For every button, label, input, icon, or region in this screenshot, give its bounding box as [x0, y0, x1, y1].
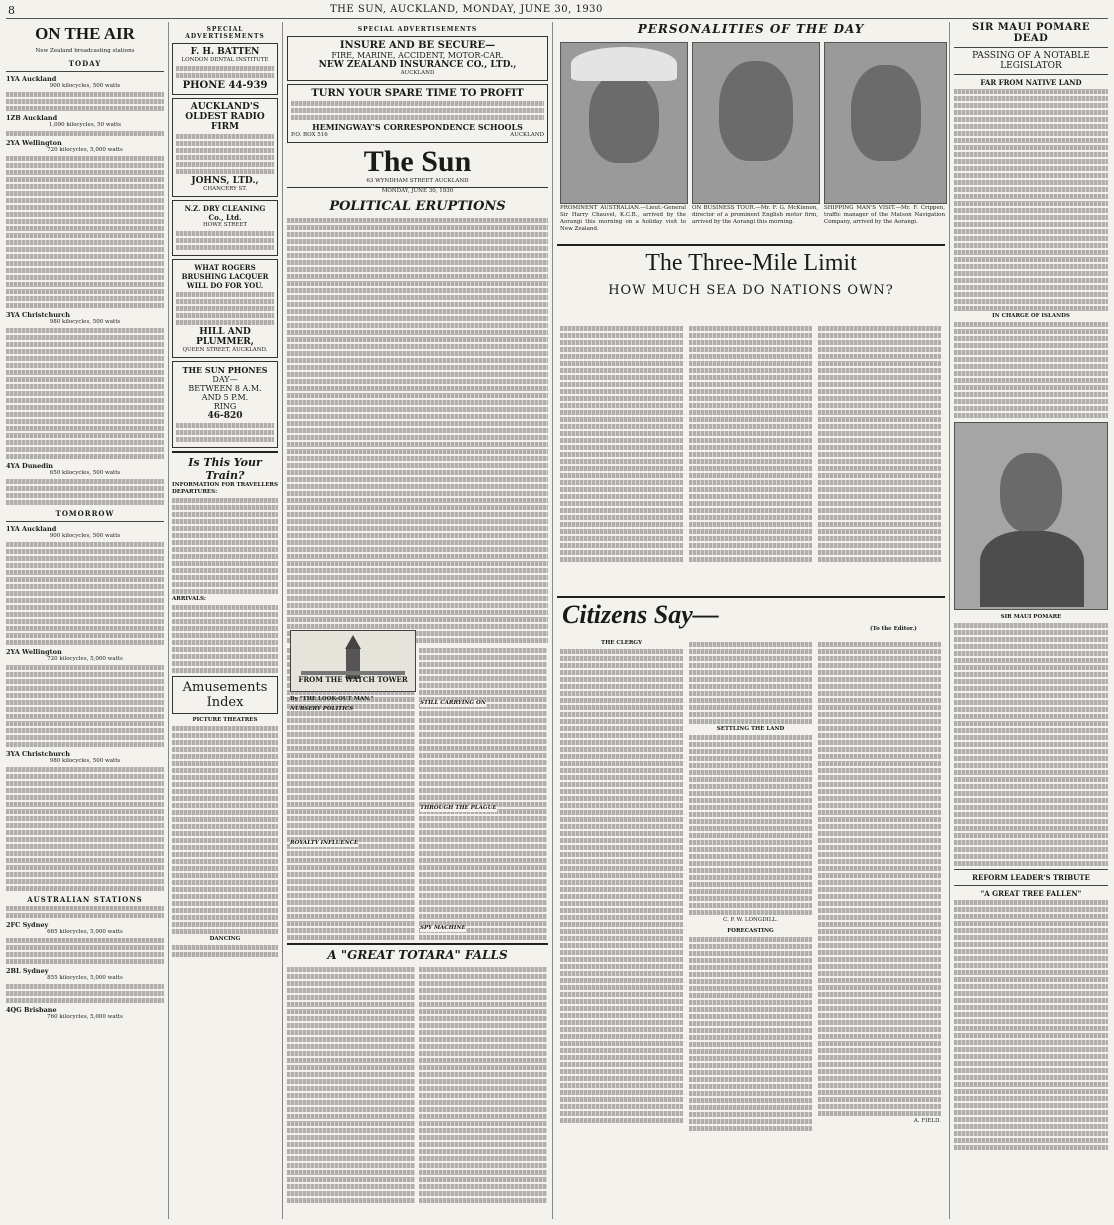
station-block — [6, 75, 164, 111]
caption-crippen: SHIPPING MAN'S VISIT.—Mr. F. Crippen, traffic manager of the Matson Navigation Company, arrived by the Aorangi. — [824, 205, 945, 225]
text-block — [419, 965, 547, 1205]
departures-label: DEPARTURES: — [172, 489, 218, 495]
train-sub: INFORMATION FOR TRAVELLERS — [172, 482, 278, 488]
text-block — [6, 328, 164, 459]
station-name: 1YA Auckland — [6, 525, 57, 533]
spare-time-ad — [287, 84, 548, 143]
rule — [954, 885, 1108, 886]
text-block — [954, 322, 1108, 418]
station-block — [6, 139, 164, 308]
station-name: 3YA Christchurch — [6, 750, 71, 758]
ad-line: THE SUN PHONES — [182, 365, 268, 375]
ad-sub: FIRE, MARINE, ACCIDENT, MOTOR-CAR. — [331, 51, 504, 60]
column-rule — [168, 22, 169, 1219]
fallen-heading: "A GREAT TREE FALLEN" — [980, 889, 1082, 898]
ad-phone: PHONE 44-939 — [182, 80, 268, 91]
ad-box: P.O. BOX 516 — [291, 132, 328, 138]
text-block — [689, 324, 812, 564]
text-block — [6, 131, 164, 136]
text-block — [954, 900, 1108, 1150]
ad-line: RING — [213, 402, 237, 411]
ad-address — [291, 132, 544, 139]
station-freq: 1,090 kilocycles, 50 watts — [48, 122, 122, 128]
intro: New Zealand broadcasting stations — [35, 48, 135, 54]
text-block — [176, 292, 274, 325]
station-block — [6, 114, 164, 136]
station-freq: 720 kilocycles, 5,000 watts — [47, 147, 123, 153]
three-mile-title: The Three-Mile Limit — [645, 250, 857, 276]
ad-street: HOWE STREET — [203, 222, 247, 228]
editorial-title: POLITICAL ERUPTIONS — [329, 199, 506, 214]
train-title: Is This Your Train? — [188, 456, 262, 482]
sun-date: MONDAY, JUNE 30, 1930 — [381, 188, 454, 194]
ad-street: QUEEN STREET, AUCKLAND. — [182, 347, 268, 353]
royalty-heading: ROYALTY INFLUENCE — [290, 840, 359, 846]
station-name: 2BL Sydney — [6, 967, 49, 975]
sun-masthead: The Sun — [363, 145, 472, 178]
text-block — [560, 649, 683, 1123]
station-freq: 900 kilocycles, 500 watts — [49, 83, 121, 89]
station-name: 1YA Auckland — [6, 75, 57, 83]
station-block — [6, 648, 164, 747]
letters-col — [560, 640, 683, 1133]
text-block — [818, 324, 941, 564]
arrivals-label: ARRIVALS: — [172, 596, 206, 602]
station-name: 2FC Sydney — [6, 921, 49, 929]
rule — [287, 943, 548, 945]
text-block — [291, 101, 544, 120]
rule — [172, 451, 278, 453]
letters-col — [818, 640, 941, 1133]
ad-line: AND 5 P.M. — [201, 393, 249, 402]
text-block — [176, 423, 274, 442]
text-block — [6, 542, 164, 645]
pomare-sub2: FAR FROM NATIVE LAND — [980, 78, 1082, 87]
text-block — [176, 66, 274, 78]
rule — [557, 244, 945, 246]
text-block — [172, 726, 278, 934]
text-block — [6, 665, 164, 747]
text-block — [172, 498, 278, 594]
station-block — [6, 750, 164, 891]
citizens-sub: (To the Editor.) — [870, 626, 917, 632]
station-freq: 665 kilocycles, 5,000 watts — [47, 929, 123, 935]
rule — [557, 596, 945, 598]
ad-line: DAY— — [212, 375, 238, 384]
ad-title: AUCKLAND'S OLDEST RADIO FIRM — [185, 102, 265, 132]
station-name: 1ZB Auckland — [6, 114, 58, 122]
ad-sub: LONDON DENTAL INSTITUTE — [181, 57, 269, 63]
through-heading: THROUGH THE PLAGUE — [420, 805, 497, 811]
station-name: 2YA Wellington — [6, 139, 62, 147]
station-block — [6, 311, 164, 459]
ad-street: CHANCERY ST. — [203, 186, 247, 192]
dry-cleaning-ad — [172, 200, 278, 256]
text-block — [172, 945, 278, 957]
text-block — [689, 735, 812, 915]
spy-heading: SPY MACHINE — [420, 925, 466, 931]
text-block — [172, 605, 278, 673]
station-block — [6, 525, 164, 645]
ad-company: HEMINGWAY'S CORRESPONDENCE SCHOOLS — [312, 122, 523, 132]
photo-pomare — [954, 422, 1108, 610]
text-block — [176, 231, 274, 250]
text-block — [560, 324, 683, 564]
text-block — [689, 642, 812, 724]
text-block — [818, 642, 941, 1116]
station-name: 4YA Dunedin — [6, 462, 54, 470]
station-block — [6, 462, 164, 505]
amusements-box — [172, 676, 278, 714]
column-rule — [552, 22, 553, 1219]
column-rule — [282, 22, 283, 1219]
totara-body — [287, 965, 548, 1205]
station-name: 2YA Wellington — [6, 648, 62, 656]
watch-right — [419, 646, 547, 984]
totara-title: A "GREAT TOTARA" FALLS — [327, 948, 508, 962]
text-block — [6, 767, 164, 891]
radio-firm-ad — [172, 98, 278, 197]
page-number: 8 — [8, 4, 15, 17]
signature: C. P. W. LONGDILL. — [723, 917, 778, 923]
special-ads-heading: SPECIAL ADVERTISEMENTS — [185, 26, 265, 40]
photo-crippen — [824, 42, 947, 204]
lacquer-ad — [172, 259, 278, 358]
rule — [954, 47, 1108, 48]
text-block — [954, 89, 1108, 311]
insurance-ad — [287, 36, 548, 81]
picture-heading: PICTURE THEATRES — [192, 717, 258, 723]
ad-name: JOHNS, LTD., — [191, 176, 259, 186]
rule — [6, 521, 164, 522]
text-block — [954, 623, 1108, 866]
rule — [954, 74, 1108, 75]
text-block — [6, 479, 164, 505]
still-heading: STILL CARRYING ON — [420, 700, 486, 706]
editorial-body — [287, 218, 548, 643]
totara-story — [287, 940, 548, 1205]
station-freq: 855 kilocycles, 5,000 watts — [47, 975, 123, 981]
text-block — [287, 965, 415, 1205]
batten-ad — [172, 43, 278, 95]
ad-title: N.Z. DRY CLEANING Co., Ltd. — [184, 204, 266, 222]
rule — [6, 71, 164, 72]
station-freq: 760 kilocycles, 5,000 watts — [47, 1014, 123, 1020]
text-block — [689, 937, 812, 1131]
on-the-air-title: ON THE AIR — [35, 24, 135, 43]
settling-heading: SETTLING THE LAND — [716, 726, 785, 732]
text-block — [6, 92, 164, 111]
ad-title: WHAT ROGERS BRUSHING LACQUER WILL DO FOR YOU. — [181, 263, 269, 290]
station-name: 3YA Christchurch — [6, 311, 71, 319]
text-block — [176, 134, 274, 174]
three-mile-sub: HOW MUCH SEA DO NATIONS OWN? — [608, 283, 894, 298]
watch-tower-logo — [290, 630, 416, 692]
sun-address: 63 WYNDHAM STREET AUCKLAND — [366, 178, 469, 184]
header-rule — [6, 18, 1108, 19]
sun-masthead-box — [287, 146, 548, 188]
pomare-column — [954, 22, 1108, 1221]
ad-agent: HILL AND PLUMMER, — [196, 327, 254, 347]
station-name: 4QG Brisbane — [6, 1006, 57, 1014]
station-freq: 900 kilocycles, 500 watts — [49, 533, 121, 539]
text-block — [6, 984, 164, 1003]
watch-byline: By "THE LOOK-OUT MAN." — [290, 696, 374, 702]
ad-city: AUCKLAND — [400, 70, 435, 76]
ad-title: INSURE AND BE SECURE— — [339, 40, 496, 51]
on-the-air-column — [6, 22, 164, 1221]
citizens-body — [560, 640, 942, 1133]
australian-heading: AUSTRALIAN STATIONS — [27, 895, 143, 904]
masthead-line: THE SUN, AUCKLAND, MONDAY, JUNE 30, 1930 — [330, 4, 603, 15]
watch-tower-label: FROM THE WATCH TOWER — [298, 675, 408, 684]
rule — [954, 869, 1108, 870]
sun-phones-ad — [172, 361, 278, 448]
station-freq: 650 kilocycles, 500 watts — [49, 470, 121, 476]
photo-mckinnon — [692, 42, 820, 204]
pomare-title: SIR MAUI POMARE DEAD — [972, 22, 1090, 44]
photo-caption: SIR MAUI POMARE — [1000, 614, 1062, 620]
text-block — [6, 938, 164, 964]
citizens-title: Citizens Say— — [562, 600, 719, 629]
amusements-title: Amusements Index — [182, 680, 268, 710]
signature: A. FIELD. — [913, 1118, 941, 1124]
today-heading: TODAY — [68, 59, 102, 68]
nursery-heading: NURSERY POLITICS — [290, 706, 354, 712]
personalities-title: PERSONALITIES OF THE DAY — [637, 22, 865, 36]
forecasting-heading: FORECASTING — [727, 928, 774, 934]
photo-chauvel — [560, 42, 688, 204]
pomare-sub1: PASSING OF A NOTABLE LEGISLATOR — [972, 51, 1090, 71]
ad-title: TURN YOUR SPARE TIME TO PROFIT — [311, 88, 524, 99]
ads-column — [172, 22, 278, 1221]
caption-chauvel: PROMINENT AUSTRALIAN.—Lieut.-General Sir Harry Chauvel, K.C.B., arrived by the Aorangi this morning on a holiday visit to New Zealand. — [560, 205, 686, 232]
letters-col — [689, 640, 812, 1133]
station-freq: 720 kilocycles, 5,000 watts — [47, 656, 123, 662]
special-ads-heading: SPECIAL ADVERTISEMENTS — [357, 26, 478, 33]
station-freq: 980 kilocycles, 500 watts — [49, 319, 121, 325]
ad-city: AUCKLAND — [510, 132, 544, 138]
tribute-heading: REFORM LEADER'S TRIBUTE — [972, 873, 1090, 882]
caption-mckinnon: ON BUSINESS TOUR.—Mr. F. G. McKinnon, director of a prominent English motor firm, arrived by the Aorangi this morning. — [692, 205, 818, 225]
column-rule — [949, 22, 950, 1219]
text-block — [6, 906, 164, 918]
three-mile-body — [560, 324, 942, 564]
ad-phone: 46-820 — [207, 411, 243, 421]
clergy-heading: THE CLERGY — [600, 640, 643, 646]
charge-heading: IN CHARGE OF ISLANDS — [992, 313, 1070, 319]
dancing-heading: DANCING — [209, 936, 241, 942]
station-freq: 980 kilocycles, 500 watts — [49, 758, 121, 764]
ad-line: BETWEEN 8 A.M. — [188, 384, 262, 393]
tomorrow-heading: TOMORROW — [55, 509, 115, 518]
text-block — [6, 156, 164, 308]
ad-name: F. H. BATTEN — [190, 47, 260, 57]
ad-company: NEW ZEALAND INSURANCE CO., LTD., — [318, 60, 517, 70]
